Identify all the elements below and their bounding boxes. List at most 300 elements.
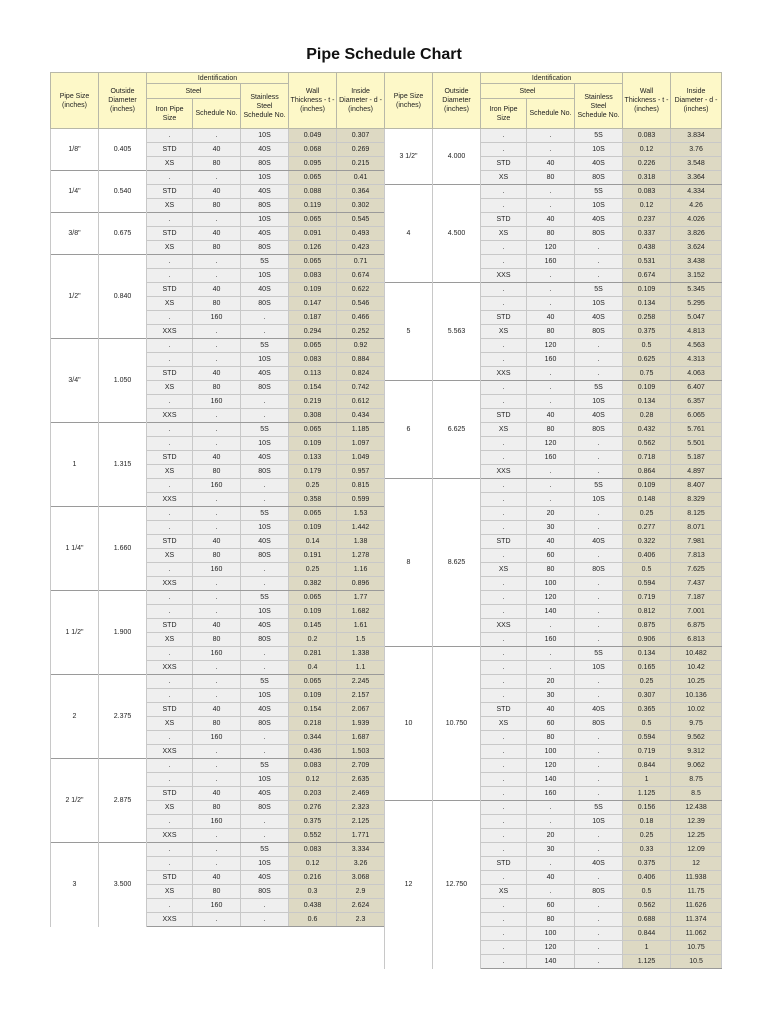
inside-diameter-cell: 0.546 (337, 297, 385, 311)
inside-diameter-cell: 8.75 (671, 773, 722, 787)
wall-thickness-cell: 0.25 (623, 829, 671, 843)
stainless-schedule-cell: 40S (241, 143, 289, 157)
iron-pipe-size-cell: . (481, 479, 527, 493)
stainless-schedule-cell: . (575, 269, 623, 283)
iron-pipe-size-cell: . (481, 955, 527, 969)
schedule-no-cell: . (527, 381, 575, 395)
inside-diameter-cell: 1.77 (337, 591, 385, 605)
wall-thickness-cell: 0.109 (623, 283, 671, 297)
wall-thickness-cell: 0.191 (289, 549, 337, 563)
stainless-schedule-cell: 80S (575, 717, 623, 731)
iron-pipe-size-cell: XS (481, 717, 527, 731)
wall-thickness-cell: 0.12 (623, 143, 671, 157)
stainless-schedule-cell: . (575, 829, 623, 843)
schedule-no-cell: . (193, 409, 241, 423)
schedule-no-cell: 120 (527, 339, 575, 353)
iron-pipe-size-cell: STD (147, 185, 193, 199)
stainless-schedule-cell: . (575, 941, 623, 955)
pipe-size-cell: 8 (385, 479, 433, 647)
stainless-schedule-cell: 5S (575, 185, 623, 199)
iron-pipe-size-cell: STD (481, 311, 527, 325)
schedule-no-cell: . (527, 185, 575, 199)
stainless-schedule-cell: . (575, 689, 623, 703)
stainless-schedule-cell: . (575, 745, 623, 759)
stainless-schedule-cell: 5S (241, 339, 289, 353)
stainless-schedule-cell: 5S (575, 801, 623, 815)
inside-diameter-cell: 0.545 (337, 213, 385, 227)
schedule-no-cell: 100 (527, 927, 575, 941)
pipe-size-group (385, 381, 722, 479)
stainless-schedule-cell: 80S (575, 563, 623, 577)
pipe-size-cell: 2 1/2" (51, 759, 99, 843)
schedule-no-cell: 40 (193, 185, 241, 199)
schedule-no-cell: 120 (527, 941, 575, 955)
inside-diameter-cell: 0.71 (337, 255, 385, 269)
inside-diameter-cell: 9.312 (671, 745, 722, 759)
schedule-no-cell: 40 (527, 157, 575, 171)
inside-diameter-cell: 1.442 (337, 521, 385, 535)
wall-thickness-cell: 0.344 (289, 731, 337, 745)
pipe-size-group (385, 283, 722, 381)
wall-thickness-cell: 0.065 (289, 507, 337, 521)
wall-thickness-cell: 0.25 (289, 479, 337, 493)
stainless-schedule-cell: . (575, 549, 623, 563)
inside-diameter-cell: 0.599 (337, 493, 385, 507)
schedule-no-cell: 120 (527, 759, 575, 773)
inside-diameter-cell: 0.252 (337, 325, 385, 339)
schedule-no-cell: . (527, 143, 575, 157)
schedule-no-cell: . (193, 605, 241, 619)
wall-thickness-cell: 0.5 (623, 339, 671, 353)
iron-pipe-size-cell: . (481, 129, 527, 143)
wall-thickness-cell: 0.719 (623, 745, 671, 759)
wall-thickness-cell: 0.25 (623, 675, 671, 689)
stainless-schedule-cell: . (575, 773, 623, 787)
stainless-schedule-cell: 80S (241, 157, 289, 171)
outside-diameter-cell: 12.750 (433, 801, 481, 969)
wall-thickness-cell: 0.083 (623, 129, 671, 143)
iron-pipe-size-cell: XXS (147, 409, 193, 423)
table-row (385, 185, 722, 199)
schedule-no-cell: . (193, 353, 241, 367)
inside-diameter-cell: 2.157 (337, 689, 385, 703)
inside-diameter-cell: 12.39 (671, 815, 722, 829)
inside-diameter-cell: 4.063 (671, 367, 722, 381)
inside-diameter-cell: 7.813 (671, 549, 722, 563)
schedule-no-cell: 40 (193, 619, 241, 633)
inside-diameter-cell: 1.338 (337, 647, 385, 661)
wall-thickness-cell: 0.337 (623, 227, 671, 241)
wall-thickness-cell: 0.594 (623, 577, 671, 591)
stainless-schedule-cell: . (575, 367, 623, 381)
pipe-size-group (51, 843, 385, 927)
inside-diameter-cell: 10.75 (671, 941, 722, 955)
header-pipe-size: Pipe Size (inches) (385, 73, 433, 129)
wall-thickness-cell: 0.674 (623, 269, 671, 283)
inside-diameter-cell: 1.5 (337, 633, 385, 647)
inside-diameter-cell: 10.136 (671, 689, 722, 703)
stainless-schedule-cell: . (575, 619, 623, 633)
wall-thickness-cell: 0.113 (289, 367, 337, 381)
wall-thickness-cell: 0.109 (289, 521, 337, 535)
schedule-no-cell: 120 (527, 241, 575, 255)
inside-diameter-cell: 11.374 (671, 913, 722, 927)
inside-diameter-cell: 1.61 (337, 619, 385, 633)
pipe-size-cell: 6 (385, 381, 433, 479)
outside-diameter-cell: 1.900 (99, 591, 147, 675)
schedule-no-cell: . (527, 395, 575, 409)
outside-diameter-cell: 6.625 (433, 381, 481, 479)
schedule-no-cell: 40 (193, 871, 241, 885)
wall-thickness-cell: 0.109 (289, 437, 337, 451)
schedule-no-cell: 80 (193, 633, 241, 647)
table-row (51, 171, 385, 185)
inside-diameter-cell: 8.5 (671, 787, 722, 801)
outside-diameter-cell: 5.563 (433, 283, 481, 381)
outside-diameter-cell: 0.540 (99, 171, 147, 213)
stainless-schedule-cell: . (575, 633, 623, 647)
iron-pipe-size-cell: XXS (147, 829, 193, 843)
schedule-no-cell: . (193, 773, 241, 787)
iron-pipe-size-cell: XS (481, 563, 527, 577)
table-row (51, 675, 385, 689)
inside-diameter-cell: 7.187 (671, 591, 722, 605)
stainless-schedule-cell: 10S (575, 297, 623, 311)
iron-pipe-size-cell: . (481, 899, 527, 913)
inside-diameter-cell: 3.826 (671, 227, 722, 241)
stainless-schedule-cell: 10S (241, 689, 289, 703)
inside-diameter-cell: 1.53 (337, 507, 385, 521)
stainless-schedule-cell: 80S (241, 381, 289, 395)
pipe-size-cell: 1/8" (51, 129, 99, 171)
wall-thickness-cell: 0.406 (623, 549, 671, 563)
outside-diameter-cell: 1.050 (99, 339, 147, 423)
inside-diameter-cell: 2.125 (337, 815, 385, 829)
stainless-schedule-cell: 10S (241, 353, 289, 367)
iron-pipe-size-cell: XS (481, 885, 527, 899)
stainless-schedule-cell: . (575, 577, 623, 591)
inside-diameter-cell: 5.345 (671, 283, 722, 297)
wall-thickness-cell: 0.083 (289, 843, 337, 857)
stainless-schedule-cell: . (575, 451, 623, 465)
stainless-schedule-cell: 10S (575, 395, 623, 409)
stainless-schedule-cell: 40S (575, 857, 623, 871)
outside-diameter-cell: 4.000 (433, 129, 481, 185)
inside-diameter-cell: 1.682 (337, 605, 385, 619)
wall-thickness-cell: 1 (623, 773, 671, 787)
inside-diameter-cell: 11.75 (671, 885, 722, 899)
iron-pipe-size-cell: XXS (147, 745, 193, 759)
wall-thickness-cell: 0.3 (289, 885, 337, 899)
inside-diameter-cell: 2.3 (337, 913, 385, 927)
iron-pipe-size-cell: XXS (147, 913, 193, 927)
wall-thickness-cell: 0.109 (289, 605, 337, 619)
stainless-schedule-cell: 40S (241, 787, 289, 801)
header-schedule-no: Schedule No. (527, 99, 575, 129)
wall-thickness-cell: 1 (623, 941, 671, 955)
schedule-no-cell: 40 (193, 535, 241, 549)
wall-thickness-cell: 0.237 (623, 213, 671, 227)
table-header (51, 73, 385, 129)
inside-diameter-cell: 1.503 (337, 745, 385, 759)
inside-diameter-cell: 3.624 (671, 241, 722, 255)
stainless-schedule-cell: . (241, 647, 289, 661)
inside-diameter-cell: 4.563 (671, 339, 722, 353)
stainless-schedule-cell: 80S (575, 885, 623, 899)
inside-diameter-cell: 0.215 (337, 157, 385, 171)
iron-pipe-size-cell: . (481, 549, 527, 563)
iron-pipe-size-cell: XS (147, 885, 193, 899)
stainless-schedule-cell: 40S (575, 535, 623, 549)
iron-pipe-size-cell: STD (481, 157, 527, 171)
iron-pipe-size-cell: STD (147, 703, 193, 717)
stainless-schedule-cell: 80S (241, 633, 289, 647)
iron-pipe-size-cell: XXS (481, 367, 527, 381)
stainless-schedule-cell: . (241, 815, 289, 829)
wall-thickness-cell: 0.294 (289, 325, 337, 339)
wall-thickness-cell: 0.308 (289, 409, 337, 423)
wall-thickness-cell: 0.145 (289, 619, 337, 633)
inside-diameter-cell: 10.02 (671, 703, 722, 717)
table-row (51, 507, 385, 521)
stainless-schedule-cell: 5S (575, 479, 623, 493)
inside-diameter-cell: 4.26 (671, 199, 722, 213)
stainless-schedule-cell: 5S (241, 423, 289, 437)
iron-pipe-size-cell: . (147, 311, 193, 325)
iron-pipe-size-cell: STD (147, 143, 193, 157)
stainless-schedule-cell: . (241, 745, 289, 759)
stainless-schedule-cell: 80S (575, 423, 623, 437)
schedule-no-cell: . (193, 689, 241, 703)
inside-diameter-cell: 12.25 (671, 829, 722, 843)
iron-pipe-size-cell: . (481, 843, 527, 857)
stainless-schedule-cell: 80S (575, 325, 623, 339)
stainless-schedule-cell: 40S (241, 367, 289, 381)
stainless-schedule-cell: 5S (241, 255, 289, 269)
iron-pipe-size-cell: . (481, 381, 527, 395)
iron-pipe-size-cell: . (481, 199, 527, 213)
wall-thickness-cell: 0.065 (289, 339, 337, 353)
schedule-no-cell: . (193, 507, 241, 521)
iron-pipe-size-cell: . (147, 423, 193, 437)
iron-pipe-size-cell: . (481, 591, 527, 605)
schedule-no-cell: 60 (527, 717, 575, 731)
schedule-no-cell: 80 (193, 801, 241, 815)
schedule-no-cell: 140 (527, 773, 575, 787)
schedule-no-cell: . (527, 619, 575, 633)
schedule-no-cell: . (527, 367, 575, 381)
inside-diameter-cell: 1.38 (337, 535, 385, 549)
wall-thickness-cell: 0.14 (289, 535, 337, 549)
stainless-schedule-cell: . (575, 507, 623, 521)
iron-pipe-size-cell: . (147, 773, 193, 787)
schedule-no-cell: 80 (193, 241, 241, 255)
stainless-schedule-cell: 10S (241, 605, 289, 619)
inside-diameter-cell: 0.742 (337, 381, 385, 395)
outside-diameter-cell: 1.660 (99, 507, 147, 591)
wall-thickness-cell: 0.258 (623, 311, 671, 325)
iron-pipe-size-cell: . (147, 255, 193, 269)
schedule-no-cell: 40 (193, 367, 241, 381)
iron-pipe-size-cell: . (481, 801, 527, 815)
schedule-no-cell: . (527, 283, 575, 297)
wall-thickness-cell: 0.154 (289, 381, 337, 395)
table-row (51, 255, 385, 269)
pipe-size-cell: 12 (385, 801, 433, 969)
schedule-no-cell: . (193, 857, 241, 871)
pipe-size-cell: 1/2" (51, 255, 99, 339)
stainless-schedule-cell: 80S (241, 199, 289, 213)
wall-thickness-cell: 0.375 (289, 815, 337, 829)
pipe-size-cell: 3 (51, 843, 99, 927)
iron-pipe-size-cell: . (147, 591, 193, 605)
wall-thickness-cell: 0.065 (289, 675, 337, 689)
schedule-no-cell: 160 (193, 479, 241, 493)
inside-diameter-cell: 10.5 (671, 955, 722, 969)
iron-pipe-size-cell: . (481, 451, 527, 465)
inside-diameter-cell: 1.097 (337, 437, 385, 451)
header-inside-diameter: Inside Diameter - d - (inches) (671, 73, 722, 129)
iron-pipe-size-cell: XS (147, 241, 193, 255)
iron-pipe-size-cell: . (481, 521, 527, 535)
wall-thickness-cell: 0.083 (289, 269, 337, 283)
iron-pipe-size-cell: . (147, 213, 193, 227)
stainless-schedule-cell: . (575, 465, 623, 479)
stainless-schedule-cell: 80S (575, 171, 623, 185)
schedule-no-cell: . (193, 661, 241, 675)
stainless-schedule-cell: . (241, 409, 289, 423)
wall-thickness-cell: 0.281 (289, 647, 337, 661)
inside-diameter-cell: 0.815 (337, 479, 385, 493)
inside-diameter-cell: 3.834 (671, 129, 722, 143)
wall-thickness-cell: 0.844 (623, 759, 671, 773)
outside-diameter-cell: 0.675 (99, 213, 147, 255)
schedule-no-cell: 80 (193, 381, 241, 395)
inside-diameter-cell: 0.466 (337, 311, 385, 325)
header-identification: Identification (147, 73, 289, 84)
stainless-schedule-cell: 40S (241, 185, 289, 199)
wall-thickness-cell: 0.375 (623, 857, 671, 871)
iron-pipe-size-cell: STD (481, 857, 527, 871)
iron-pipe-size-cell: XXS (481, 619, 527, 633)
inside-diameter-cell: 12.438 (671, 801, 722, 815)
iron-pipe-size-cell: STD (147, 535, 193, 549)
wall-thickness-cell: 0.12 (289, 773, 337, 787)
inside-diameter-cell: 7.981 (671, 535, 722, 549)
schedule-no-cell: 80 (527, 423, 575, 437)
wall-thickness-cell: 0.156 (623, 801, 671, 815)
schedule-no-cell: . (193, 269, 241, 283)
inside-diameter-cell: 4.334 (671, 185, 722, 199)
stainless-schedule-cell: . (241, 731, 289, 745)
iron-pipe-size-cell: . (481, 815, 527, 829)
wall-thickness-cell: 0.18 (623, 815, 671, 829)
stainless-schedule-cell: 80S (241, 717, 289, 731)
iron-pipe-size-cell: . (147, 815, 193, 829)
stainless-schedule-cell: . (575, 437, 623, 451)
schedule-no-cell: 120 (527, 437, 575, 451)
schedule-no-cell: 160 (527, 451, 575, 465)
inside-diameter-cell: 1.687 (337, 731, 385, 745)
wall-thickness-cell: 0.844 (623, 927, 671, 941)
inside-diameter-cell: 0.434 (337, 409, 385, 423)
outside-diameter-cell: 4.500 (433, 185, 481, 283)
schedule-no-cell: 40 (527, 213, 575, 227)
schedule-no-cell: 80 (193, 465, 241, 479)
stainless-schedule-cell: 40S (241, 619, 289, 633)
inside-diameter-cell: 2.323 (337, 801, 385, 815)
iron-pipe-size-cell: . (481, 507, 527, 521)
stainless-schedule-cell: . (241, 913, 289, 927)
table-row (385, 129, 722, 143)
header-pipe-size: Pipe Size (inches) (51, 73, 99, 129)
wall-thickness-cell: 0.109 (623, 479, 671, 493)
iron-pipe-size-cell: . (481, 941, 527, 955)
iron-pipe-size-cell: STD (147, 787, 193, 801)
wall-thickness-cell: 0.436 (289, 745, 337, 759)
wall-thickness-cell: 0.5 (623, 563, 671, 577)
inside-diameter-cell: 7.625 (671, 563, 722, 577)
wall-thickness-cell: 0.33 (623, 843, 671, 857)
stainless-schedule-cell: 80S (241, 801, 289, 815)
inside-diameter-cell: 9.062 (671, 759, 722, 773)
stainless-schedule-cell: . (575, 675, 623, 689)
schedule-no-cell: 160 (527, 633, 575, 647)
table-header (385, 73, 722, 129)
table-row (385, 479, 722, 493)
schedule-no-cell: . (527, 199, 575, 213)
wall-thickness-cell: 0.5 (623, 885, 671, 899)
iron-pipe-size-cell: . (481, 297, 527, 311)
inside-diameter-cell: 8.329 (671, 493, 722, 507)
schedule-no-cell: 40 (193, 283, 241, 297)
stainless-schedule-cell: . (241, 899, 289, 913)
schedule-no-cell: 160 (527, 787, 575, 801)
stainless-schedule-cell: 10S (575, 493, 623, 507)
iron-pipe-size-cell: STD (147, 367, 193, 381)
schedule-no-cell: . (193, 493, 241, 507)
stainless-schedule-cell: 40S (241, 283, 289, 297)
schedule-no-cell: . (527, 815, 575, 829)
schedule-no-cell: 140 (527, 955, 575, 969)
schedule-no-cell: 160 (527, 353, 575, 367)
inside-diameter-cell: 2.245 (337, 675, 385, 689)
wall-thickness-cell: 0.12 (623, 199, 671, 213)
iron-pipe-size-cell: . (481, 661, 527, 675)
inside-diameter-cell: 12.09 (671, 843, 722, 857)
stainless-schedule-cell: 5S (575, 647, 623, 661)
iron-pipe-size-cell: . (481, 829, 527, 843)
iron-pipe-size-cell: . (147, 339, 193, 353)
pipe-size-cell: 10 (385, 647, 433, 801)
wall-thickness-cell: 0.065 (289, 423, 337, 437)
wall-thickness-cell: 0.438 (623, 241, 671, 255)
iron-pipe-size-cell: . (147, 843, 193, 857)
stainless-schedule-cell: 40S (241, 535, 289, 549)
schedule-no-cell: 40 (193, 451, 241, 465)
inside-diameter-cell: 5.761 (671, 423, 722, 437)
inside-diameter-cell: 8.125 (671, 507, 722, 521)
table-row (385, 283, 722, 297)
inside-diameter-cell: 8.407 (671, 479, 722, 493)
wall-thickness-cell: 0.365 (623, 703, 671, 717)
stainless-schedule-cell: 10S (575, 143, 623, 157)
wall-thickness-cell: 0.75 (623, 367, 671, 381)
wall-thickness-cell: 0.906 (623, 633, 671, 647)
schedule-no-cell: . (193, 829, 241, 843)
iron-pipe-size-cell: . (481, 185, 527, 199)
inside-diameter-cell: 0.269 (337, 143, 385, 157)
